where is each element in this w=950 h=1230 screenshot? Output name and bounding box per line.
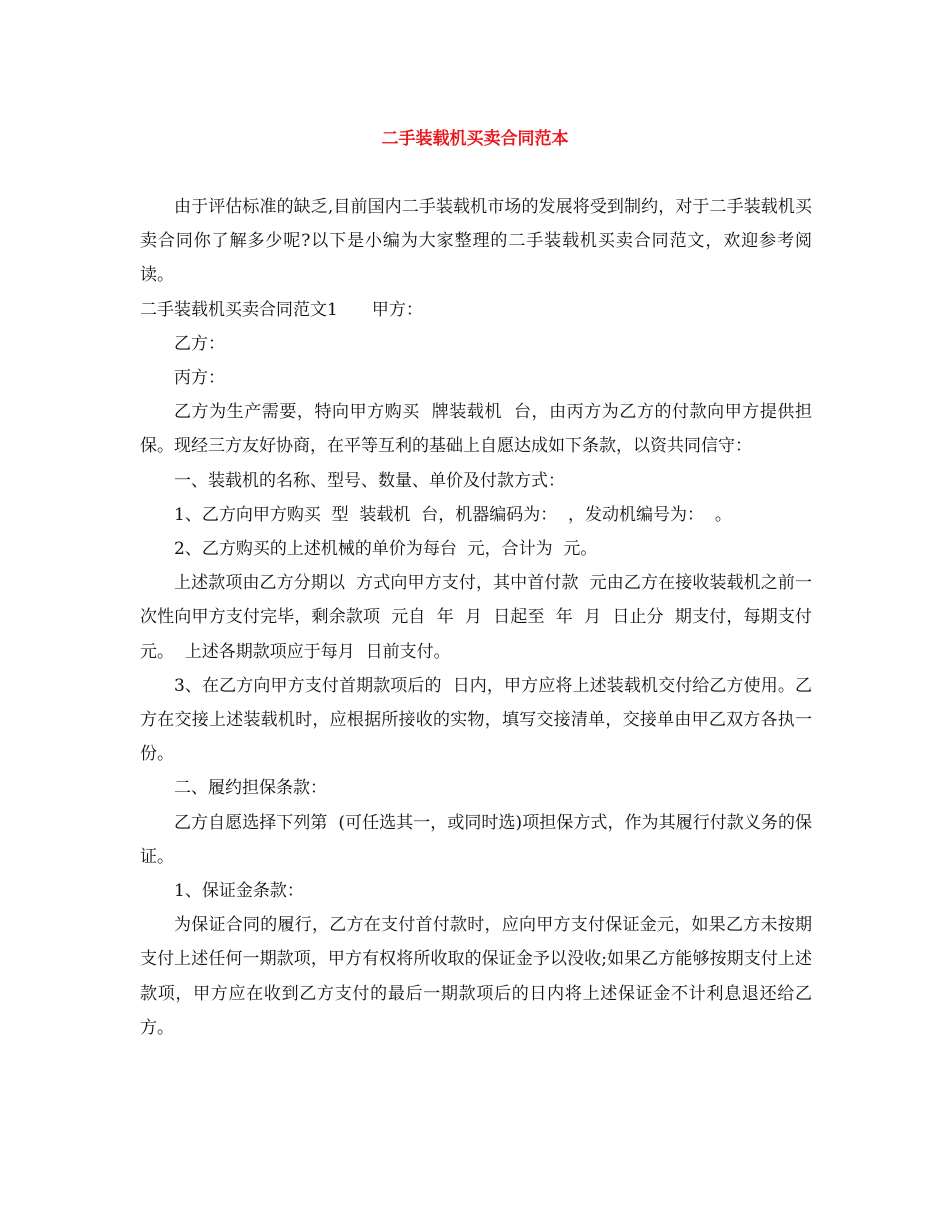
- paragraph-guarantee-choice: 乙方自愿选择下列第 (可任选其一，或同时选)项担保方式，作为其履行付款义务的保证。: [140, 812, 812, 867]
- paragraph-clause-1: 1、乙方向甲方购买 型 装载机 台，机器编码为： ，发动机编号为： 。: [174, 504, 732, 525]
- paragraph-clause-3: 3、在乙方向甲方支付首期款项后的 日内，甲方应将上述装载机交付给乙方使用。乙方在交接上述装载机时，应根据所接收的实物，填写交接清单，交接单由甲乙双方各执一份。: [140, 675, 812, 765]
- paragraph-intro: 由于评估标准的缺乏,目前国内二手装载机市场的发展将受到制约，对于二手装载机买卖合同你了解多少呢?以下是小编为大家整理的二手装载机买卖合同范文，欢迎参考阅读。: [140, 197, 812, 286]
- paragraph-section-1-heading: 一、装载机的名称、型号、数量、单价及付款方式：: [174, 470, 565, 491]
- paragraph-heading-sample-1: 二手装载机买卖合同范文1 甲方：: [140, 299, 423, 320]
- paragraph-payment-terms: 上述款项由乙方分期以 方式向甲方支付，其中首付款 元由乙方在接收装载机之前一次性向甲方支付完毕，剩余款项 元自 年 月 日起至 年 月 日止分 期支付，每期支付 元。 上述各期款项应于每月 日前支付。: [140, 573, 823, 662]
- paragraph-deposit-terms: 为保证合同的履行，乙方在支付首付款时，应向甲方支付保证金元，如果乙方未按期支付上述任何一期款项，甲方有权将所收取的保证金予以没收;如果乙方能够按期支付上述款项，甲方应在收到乙方支付的最后一期款项后的日内将上述保证金不计利息退还给乙方。: [140, 915, 812, 1038]
- paragraph-purpose: 乙方为生产需要，特向甲方购买 牌装载机 台，由丙方为乙方的付款向甲方提供担保。现经三方友好协商，在平等互利的基础上自愿达成如下条款，以资共同信守：: [140, 402, 812, 457]
- paragraph-deposit-heading: 1、保证金条款：: [174, 881, 304, 902]
- paragraph-party-b: 乙方：: [174, 333, 225, 354]
- paragraph-section-2-heading: 二、履约担保条款：: [174, 778, 327, 799]
- document-body: [140, 190, 823, 1045]
- paragraph-party-c: 丙方：: [174, 368, 225, 389]
- paragraph-clause-2: 2、乙方购买的上述机械的单价为每台 元，合计为 元。: [174, 539, 598, 560]
- document-title: 二手装载机买卖合同范本: [381, 129, 569, 149]
